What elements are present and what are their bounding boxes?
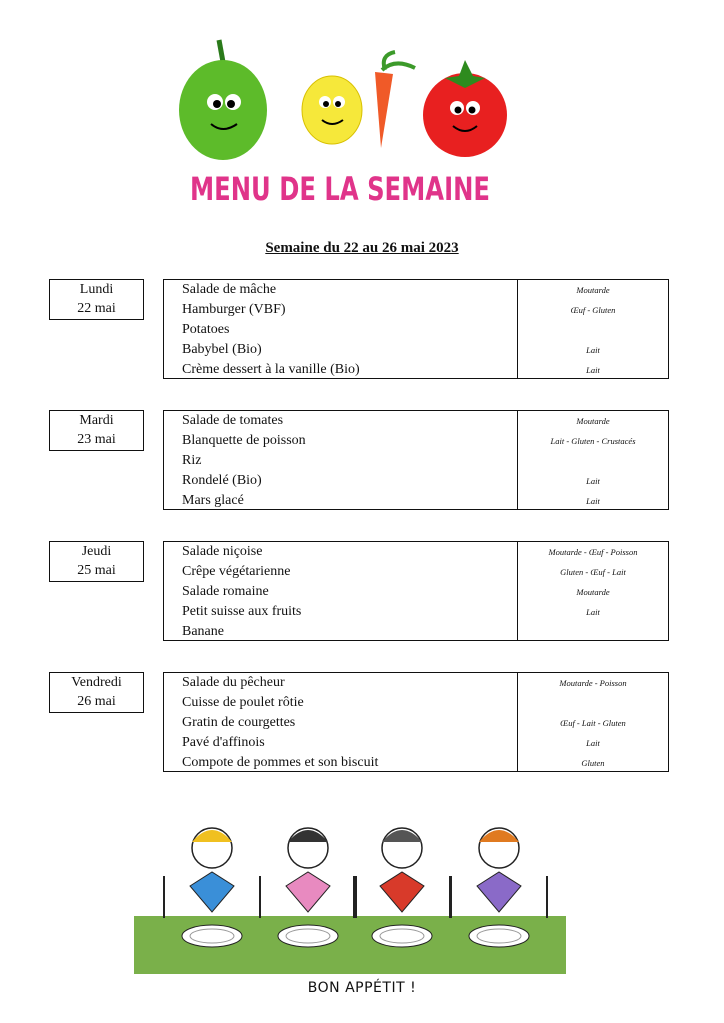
allergen-info: Lait - Gluten - Crustacés bbox=[550, 436, 636, 446]
pepper-icon bbox=[179, 40, 267, 160]
menu-item: Cuisse de poulet rôtie bbox=[182, 695, 304, 710]
menu-item: Salade de mâche bbox=[182, 282, 277, 297]
children-eating-illustration bbox=[134, 808, 566, 976]
allergen-info: Lait bbox=[586, 345, 600, 355]
allergen-info: Gluten - Œuf - Lait bbox=[560, 567, 626, 577]
day-name: Lundi bbox=[79, 282, 114, 297]
menu-item: Blanquette de poisson bbox=[182, 433, 306, 448]
day-date: 22 mai bbox=[77, 301, 116, 316]
menu-item: Crêpe végétarienne bbox=[182, 564, 291, 579]
allergen-info: Œuf - Lait - Gluten bbox=[560, 718, 626, 728]
menu-logo bbox=[175, 30, 505, 215]
day-name: Vendredi bbox=[71, 675, 122, 690]
allergen-info: Moutarde bbox=[576, 416, 610, 426]
allergen-info: Moutarde - Poisson bbox=[559, 678, 627, 688]
allergen-info: Œuf - Gluten bbox=[570, 305, 616, 315]
allergen-info bbox=[518, 320, 668, 340]
day-label bbox=[49, 410, 144, 451]
menu-item: Riz bbox=[182, 453, 202, 468]
menu-item: Petit suisse aux fruits bbox=[182, 604, 302, 619]
allergen-info: Moutarde bbox=[576, 285, 610, 295]
menu-table bbox=[163, 672, 669, 772]
menu-item: Mars glacé bbox=[182, 493, 244, 508]
menu-table bbox=[163, 541, 669, 641]
menu-item: Salade du pêcheur bbox=[182, 675, 285, 690]
day-label bbox=[49, 279, 144, 320]
lemon-icon bbox=[302, 76, 362, 144]
menu-item: Rondelé (Bio) bbox=[182, 473, 262, 488]
allergen-info: Lait bbox=[586, 738, 600, 748]
day-label bbox=[49, 541, 144, 582]
allergen-info: Lait bbox=[586, 607, 600, 617]
allergen-info: Moutarde bbox=[576, 587, 610, 597]
day-date: 25 mai bbox=[77, 563, 116, 578]
page-title: Semaine du 22 au 26 mai 2023 bbox=[265, 240, 459, 256]
carrot-icon bbox=[375, 52, 415, 148]
tomato-icon bbox=[423, 60, 507, 157]
day-name: Jeudi bbox=[81, 544, 112, 559]
day-date: 26 mai bbox=[77, 694, 116, 709]
allergen-info bbox=[518, 622, 668, 642]
allergen-info: Lait bbox=[586, 476, 600, 486]
menu-item: Salade romaine bbox=[182, 584, 269, 599]
menu-item: Pavé d'affinois bbox=[182, 735, 265, 750]
menu-item: Potatoes bbox=[182, 322, 230, 337]
menu-item: Hamburger (VBF) bbox=[182, 302, 286, 317]
menu-item: Gratin de courgettes bbox=[182, 715, 296, 730]
allergen-info: Moutarde - Œuf - Poisson bbox=[548, 547, 638, 557]
allergen-info bbox=[518, 693, 668, 713]
menu-table bbox=[163, 410, 669, 510]
menu-item: Banane bbox=[182, 624, 224, 639]
day-label bbox=[49, 672, 144, 713]
menu-item: Babybel (Bio) bbox=[182, 342, 262, 357]
allergen-info: Lait bbox=[586, 496, 600, 506]
menu-table bbox=[163, 279, 669, 379]
menu-item: Salade niçoise bbox=[182, 544, 263, 559]
bon-appetit-text: BON APPÉTIT ! bbox=[307, 980, 417, 996]
allergen-info: Lait bbox=[586, 365, 600, 375]
day-name: Mardi bbox=[79, 413, 114, 428]
allergen-info: Gluten bbox=[581, 758, 605, 768]
menu-item: Crème dessert à la vanille (Bio) bbox=[182, 362, 360, 377]
allergen-info bbox=[518, 451, 668, 471]
menu-item: Salade de tomates bbox=[182, 413, 284, 428]
logo-title: MENU DE LA SEMAINE bbox=[190, 170, 490, 208]
day-date: 23 mai bbox=[77, 432, 116, 447]
menu-item: Compote de pommes et son biscuit bbox=[182, 755, 379, 770]
